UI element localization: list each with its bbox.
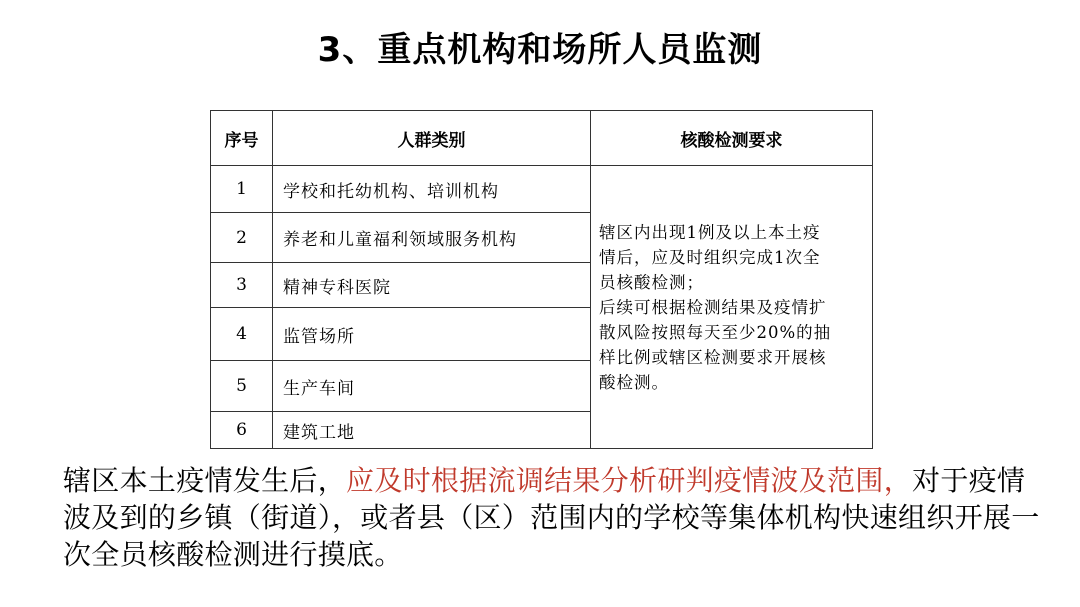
row-index: 2 bbox=[211, 213, 273, 263]
requirement-cell bbox=[591, 166, 873, 449]
paragraph-rest: 对于疫情波及到的乡镇（街道），或者县（区）范围内的学校等集体机构快速组织开展一次全员核酸检测进行摸底。 bbox=[63, 464, 1040, 571]
row-index: 3 bbox=[211, 263, 273, 308]
header-index: 序号 bbox=[211, 111, 273, 166]
row-index: 4 bbox=[211, 308, 273, 361]
row-index: 6 bbox=[211, 412, 273, 449]
row-category: 监管场所 bbox=[273, 308, 591, 361]
row-index: 5 bbox=[211, 361, 273, 412]
monitoring-table bbox=[210, 110, 873, 449]
row-category: 学校和托幼机构、培训机构 bbox=[273, 166, 591, 213]
page-title: 3、重点机构和场所人员监测 bbox=[317, 30, 763, 70]
row-category: 建筑工地 bbox=[273, 412, 591, 449]
requirement-line: 情后，应及时组织完成1次全 bbox=[599, 247, 821, 267]
paragraph-intro: 辖区本土疫情发生后， bbox=[63, 464, 347, 497]
requirement-line: 酸检测。 bbox=[599, 372, 669, 392]
row-index: 1 bbox=[211, 166, 273, 213]
row-category: 养老和儿童福利领域服务机构 bbox=[273, 213, 591, 263]
requirement-line: 样比例或辖区检测要求开展核 bbox=[599, 347, 827, 367]
requirement-line: 后续可根据检测结果及疫情扩 bbox=[599, 297, 827, 317]
row-category: 生产车间 bbox=[273, 361, 591, 412]
requirement-line: 散风险按照每天至少20%的抽 bbox=[599, 322, 832, 342]
summary-paragraph bbox=[63, 462, 1048, 573]
row-category: 精神专科医院 bbox=[273, 263, 591, 308]
table-header-row bbox=[211, 111, 873, 166]
requirement-line: 辖区内出现1例及以上本土疫 bbox=[599, 222, 821, 242]
header-requirement: 核酸检测要求 bbox=[591, 111, 873, 166]
header-category: 人群类别 bbox=[273, 111, 591, 166]
paragraph-highlight: 应及时根据流调结果分析研判疫情波及范围， bbox=[346, 464, 913, 497]
table-row bbox=[211, 166, 873, 213]
requirement-line: 员核酸检测； bbox=[599, 272, 704, 292]
